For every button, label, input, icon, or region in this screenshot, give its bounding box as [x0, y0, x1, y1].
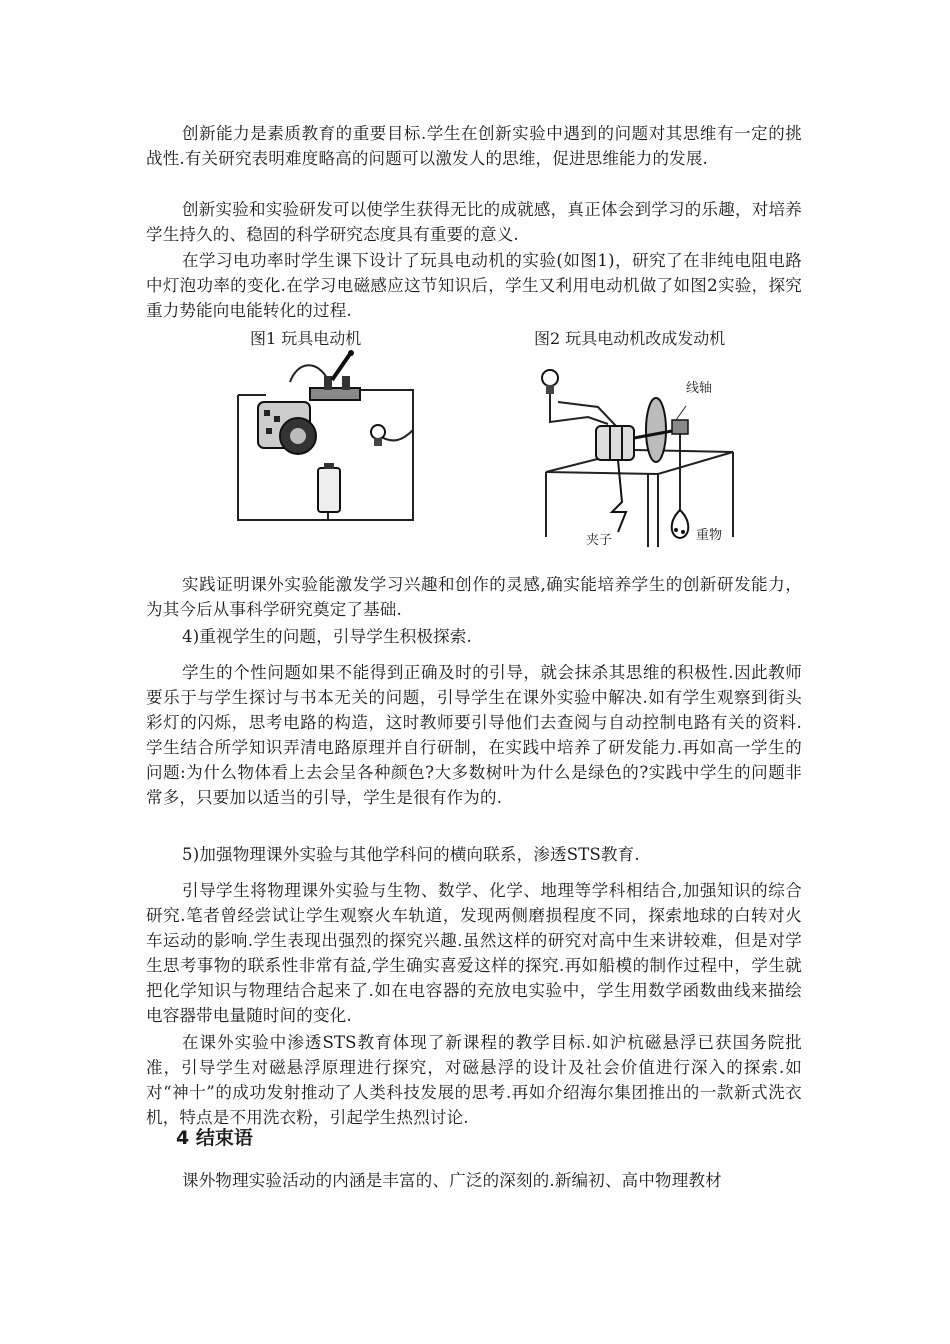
motor-icon	[258, 402, 316, 454]
figure-2-caption: 图2 玩具电动机改成发动机	[534, 329, 726, 348]
paragraph-innovation: 创新能力是素质教育的重要目标.学生在创新实验中遇到的问题对其思维有一定的挑战性.有关研究表明难度略高的问题可以激发人的思维，促进思维能力的发展.	[146, 124, 802, 168]
knife-switch-icon	[310, 350, 360, 400]
paragraph-conclusion: 课外物理实验活动的内涵是丰富的、广泛的深刻的.新编初、高中物理教材	[182, 1171, 722, 1190]
paragraph-interdisciplinary: 引导学生将物理课外实验与生物、数学、化学、地理等学科相结合,加强知识的综合研究.笔者曾经尝试让学生观察火车轨道，发现两侧磨损程度不同，探索地球的白转对火车运动的影响.学生表现出强烈的探究兴趣.虽然这样的研究对高中生来讲较难，但是对学生思考事物的联系性非常有益,学生确实喜爱这样的探究.再如船模的制作过程中，学生就把化学知识与物理结合起来了.如在电容器的充放电实验中，学生用数学函数曲线来描绘电容器带电量随时间的变化.	[146, 881, 802, 1025]
paragraph-motor-experiment: 在学习电功率时学生课下设计了玩具电动机的实验(如图1)，研究了在非纯电阻电路中灯泡功率的变化.在学习电磁感应这节知识后，学生又利用电动机做了如图2实验，探究重力势能向电能转化的过程.	[146, 251, 802, 320]
generator-icon	[596, 426, 634, 460]
battery-icon	[318, 463, 340, 512]
section-heading-conclusion: 4 结束语	[176, 1127, 253, 1149]
paragraph-achievement: 创新实验和实验研发可以使学生获得无比的成就感，真正体会到学习的乐趣，对培养学生持久的、稳固的科学研究态度具有重要的意义.	[146, 200, 802, 244]
label-weight: 重物	[696, 528, 723, 543]
paragraph-item-5-heading: 5)加强物理课外实验与其他学科问的横向联系，渗透STS教育.	[182, 845, 640, 864]
spool-icon	[672, 420, 688, 434]
bulb-icon	[371, 425, 385, 446]
clip-icon	[612, 460, 626, 532]
paragraph-item-4-heading: 4)重视学生的问题，引导学生积极探索.	[182, 627, 472, 646]
paragraph-sts-education: 在课外实验中渗透STS教育体现了新课程的教学目标.如沪杭磁悬浮已获国务院批准，引导学生对磁悬浮原理进行探究，对磁悬浮的设计及社会价值进行深入的探索.如对“神十”的成功发射推动了人类科技发展的思考.再如介绍海尔集团推出的一款新式洗衣机，特点是不用洗衣粉，引起学生热烈讨论.	[146, 1033, 802, 1127]
paragraph-student-questions: 学生的个性问题如果不能得到正确及时的引导，就会抹杀其思维的积极性.因此教师要乐于与学生探讨与书本无关的问题，引导学生在课外实验中解决.如有学生观察到街头彩灯的闪烁，思考电路的构造，这时教师要引导他们去查阅与自动控制电路有关的资料.学生结合所学知识弄清电路原理并自行研制，在实践中培养了研发能力.再如高一学生的问题:为什么物体看上去会呈各种颜色?大多数树叶为什么是绿色的?实践中学生的问题非常多，只要加以适当的引导，学生是很有作为的.	[146, 663, 802, 807]
figure-1-toy-motor-drawing	[228, 350, 428, 530]
figure-2-generator-drawing	[538, 362, 738, 552]
weight-icon	[672, 510, 689, 538]
figure-1-caption: 图1 玩具电动机	[250, 329, 362, 348]
label-spool: 线轴	[686, 381, 713, 396]
paragraph-practice-proves: 实践证明课外实验能激发学习兴趣和创作的灵感,确实能培养学生的创新研发能力，为其今后从事科学研究奠定了基础.	[146, 575, 802, 619]
bulb-icon-fig2	[542, 370, 558, 394]
label-clip: 夹子	[586, 533, 613, 548]
